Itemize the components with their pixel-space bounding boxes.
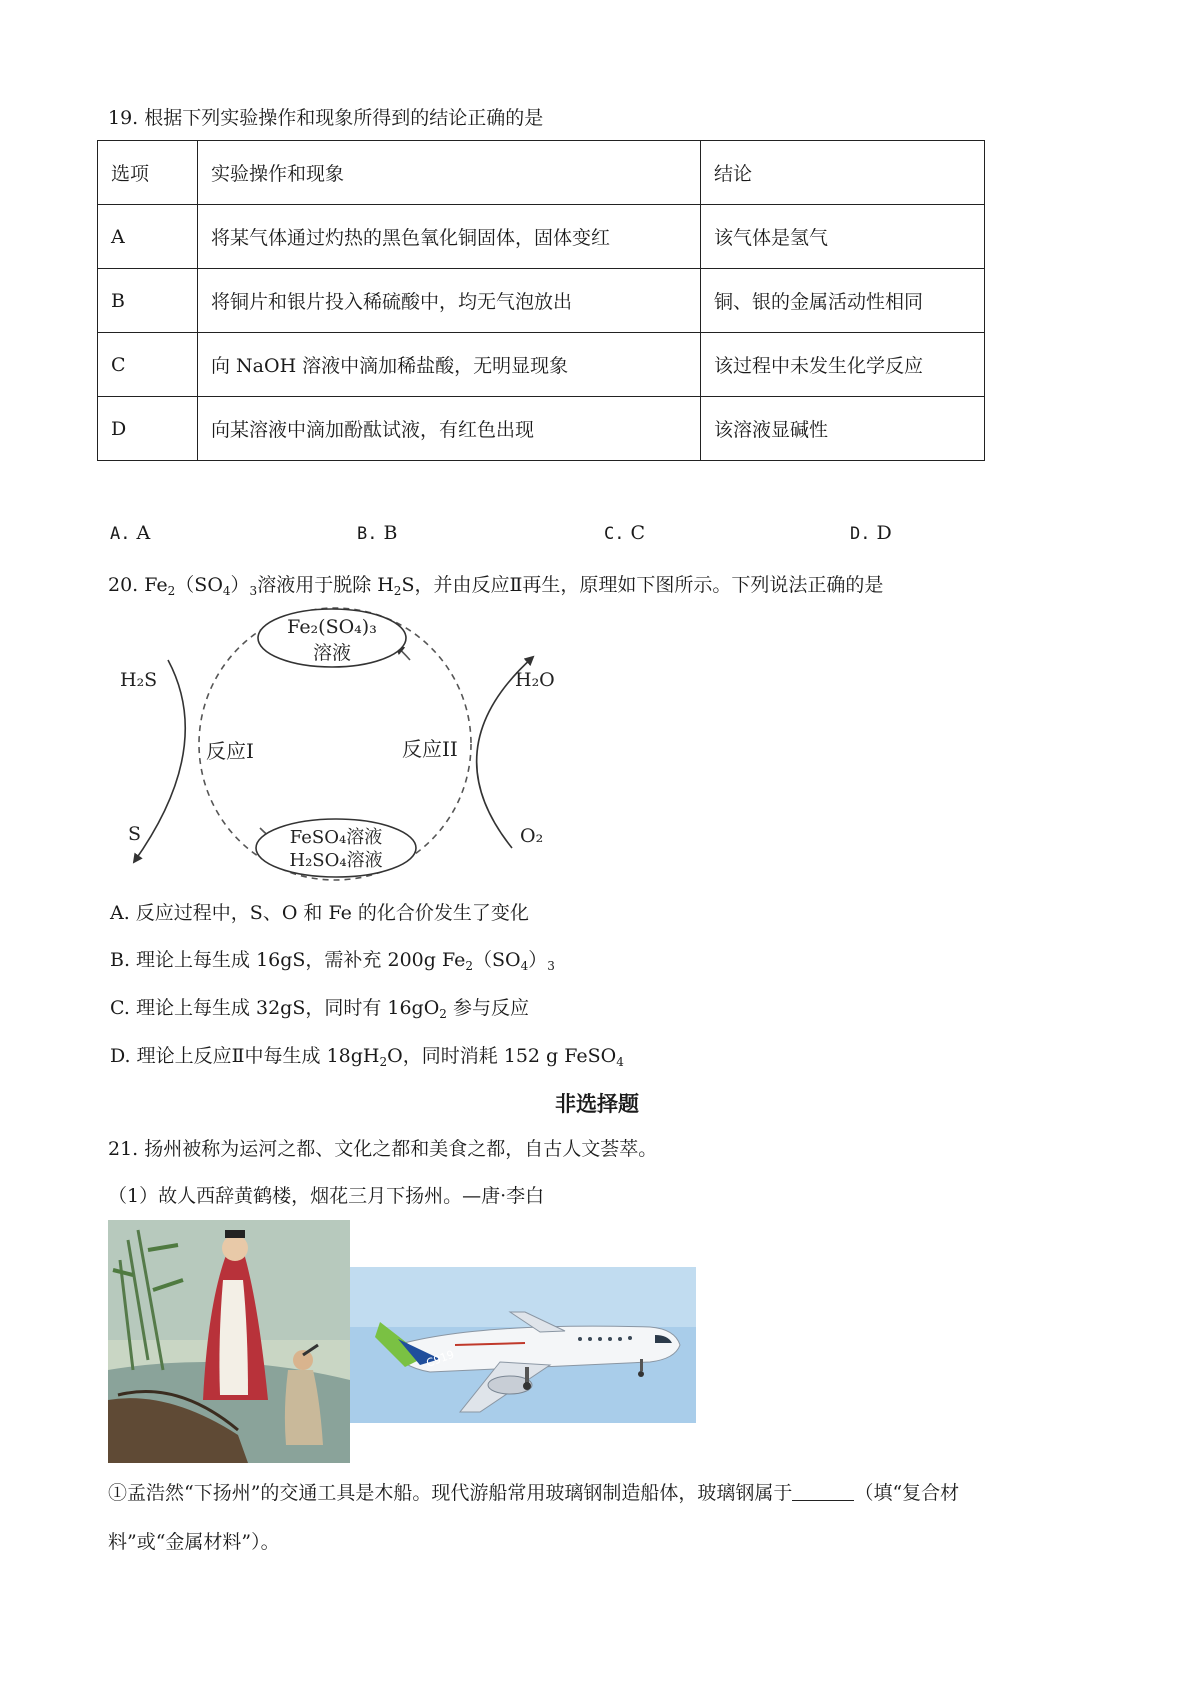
row-conclusion: 该过程中未发生化学反应 [701,333,985,397]
top-ellipse-line2: 溶液 [312,642,352,664]
row-conclusion: 该溶液显碱性 [701,397,985,461]
bottom-ellipse-line2: H₂SO₄溶液 [289,850,383,871]
section-title: 非选择题 [555,1092,639,1116]
row-label: C [98,333,198,397]
option-part: O，同时消耗 152 g FeSO [387,1045,617,1067]
left-input-label: H₂S [120,669,158,691]
q21-question-1-line2: 料”或“金属材料”）。 [108,1531,280,1553]
subscript: 2 [167,584,176,598]
header-option: 选项 [98,141,198,205]
option-text: A [136,522,151,544]
subscript: 4 [222,584,231,598]
plane-tail-logo: C919 [424,1347,456,1370]
subscript: 4 [616,1055,624,1069]
option-part: B. 理论上每生成 16gS，需补充 200g Fe [110,949,466,971]
option-part: 参与反应 [446,997,529,1019]
q20-option-c[interactable] [110,993,529,1021]
top-ellipse-line1: Fe₂(SO₄)₃ [287,616,377,638]
option-letter: B. [357,524,378,544]
option-part: C. 理论上每生成 32gS，同时有 16gO [110,997,440,1019]
row-label: B [98,269,198,333]
subscript: 2 [465,959,473,973]
option-letter: D. [850,524,871,544]
option-letter: C. [604,524,625,544]
q21-question-1-line1 [108,1478,959,1505]
row-operation: 向某溶液中滴加酚酞试液，有红色出现 [198,397,701,461]
question-text: （填“复合材 [854,1482,960,1504]
c919-plane-photo [350,1267,696,1423]
row-operation: 向 NaOH 溶液中滴加稀盐酸，无明显现象 [198,333,701,397]
subscript: 3 [249,584,258,598]
stem-part: 溶液用于脱除 H [257,574,394,596]
option-text: C [630,522,646,544]
q19-stem: 19. 根据下列实验操作和现象所得到的结论正确的是 [108,107,544,129]
option-part: （SO [472,949,521,971]
header-operation: 实验操作和现象 [198,141,701,205]
q21-stem: 21. 扬州被称为运河之都、文化之都和美食之都，自古人文荟萃。 [108,1138,658,1160]
row-label: D [98,397,198,461]
row-label: A [98,205,198,269]
poet-boat-painting [108,1220,350,1463]
subscript: 2 [379,1055,388,1069]
subscript: 2 [439,1007,447,1021]
option-text: B [383,522,398,544]
subscript: 3 [547,959,555,973]
q21-part1: （1）故人西辞黄鹤楼，烟花三月下扬州。—唐·李白 [108,1185,545,1207]
row-operation: 将铜片和银片投入稀硫酸中，均无气泡放出 [198,269,701,333]
option-part: D. 理论上反应Ⅱ中每生成 18gH [110,1045,380,1067]
row-conclusion: 铜、银的金属活动性相同 [701,269,985,333]
question-text: ①孟浩然“下扬州”的交通工具是木船。现代游船常用玻璃钢制造船体，玻璃钢属于 [108,1482,793,1504]
row-operation: 将某气体通过灼热的黑色氧化铜固体，固体变红 [198,205,701,269]
stem-part: （SO [175,574,223,596]
bottom-ellipse-line1: FeSO₄溶液 [289,827,383,848]
subscript: 4 [520,959,529,973]
header-conclusion: 结论 [701,141,985,205]
stem-part: ） [230,574,250,596]
right-input-label: O₂ [520,825,544,847]
reaction-2-label: 反应II [402,737,458,761]
option-part: ） [528,949,548,971]
stem-part: S，并由反应Ⅱ再生，原理如下图所示。下列说法正确的是 [401,574,884,596]
right-output-label: H₂O [515,669,555,691]
q20-option-b[interactable] [110,945,555,973]
reaction-1-label: 反应I [206,739,254,763]
row-conclusion: 该气体是氢气 [701,205,985,269]
stem-part: 20. Fe [108,574,168,596]
left-output-label: S [128,823,142,845]
q20-option-a[interactable]: A. 反应过程中，S、O 和 Fe 的化合价发生了变化 [110,902,529,924]
option-text: D [876,522,892,544]
option-letter: A. [110,524,131,544]
q20-option-d[interactable] [110,1041,624,1069]
subscript: 2 [393,584,402,598]
answer-blank[interactable] [792,1482,854,1501]
